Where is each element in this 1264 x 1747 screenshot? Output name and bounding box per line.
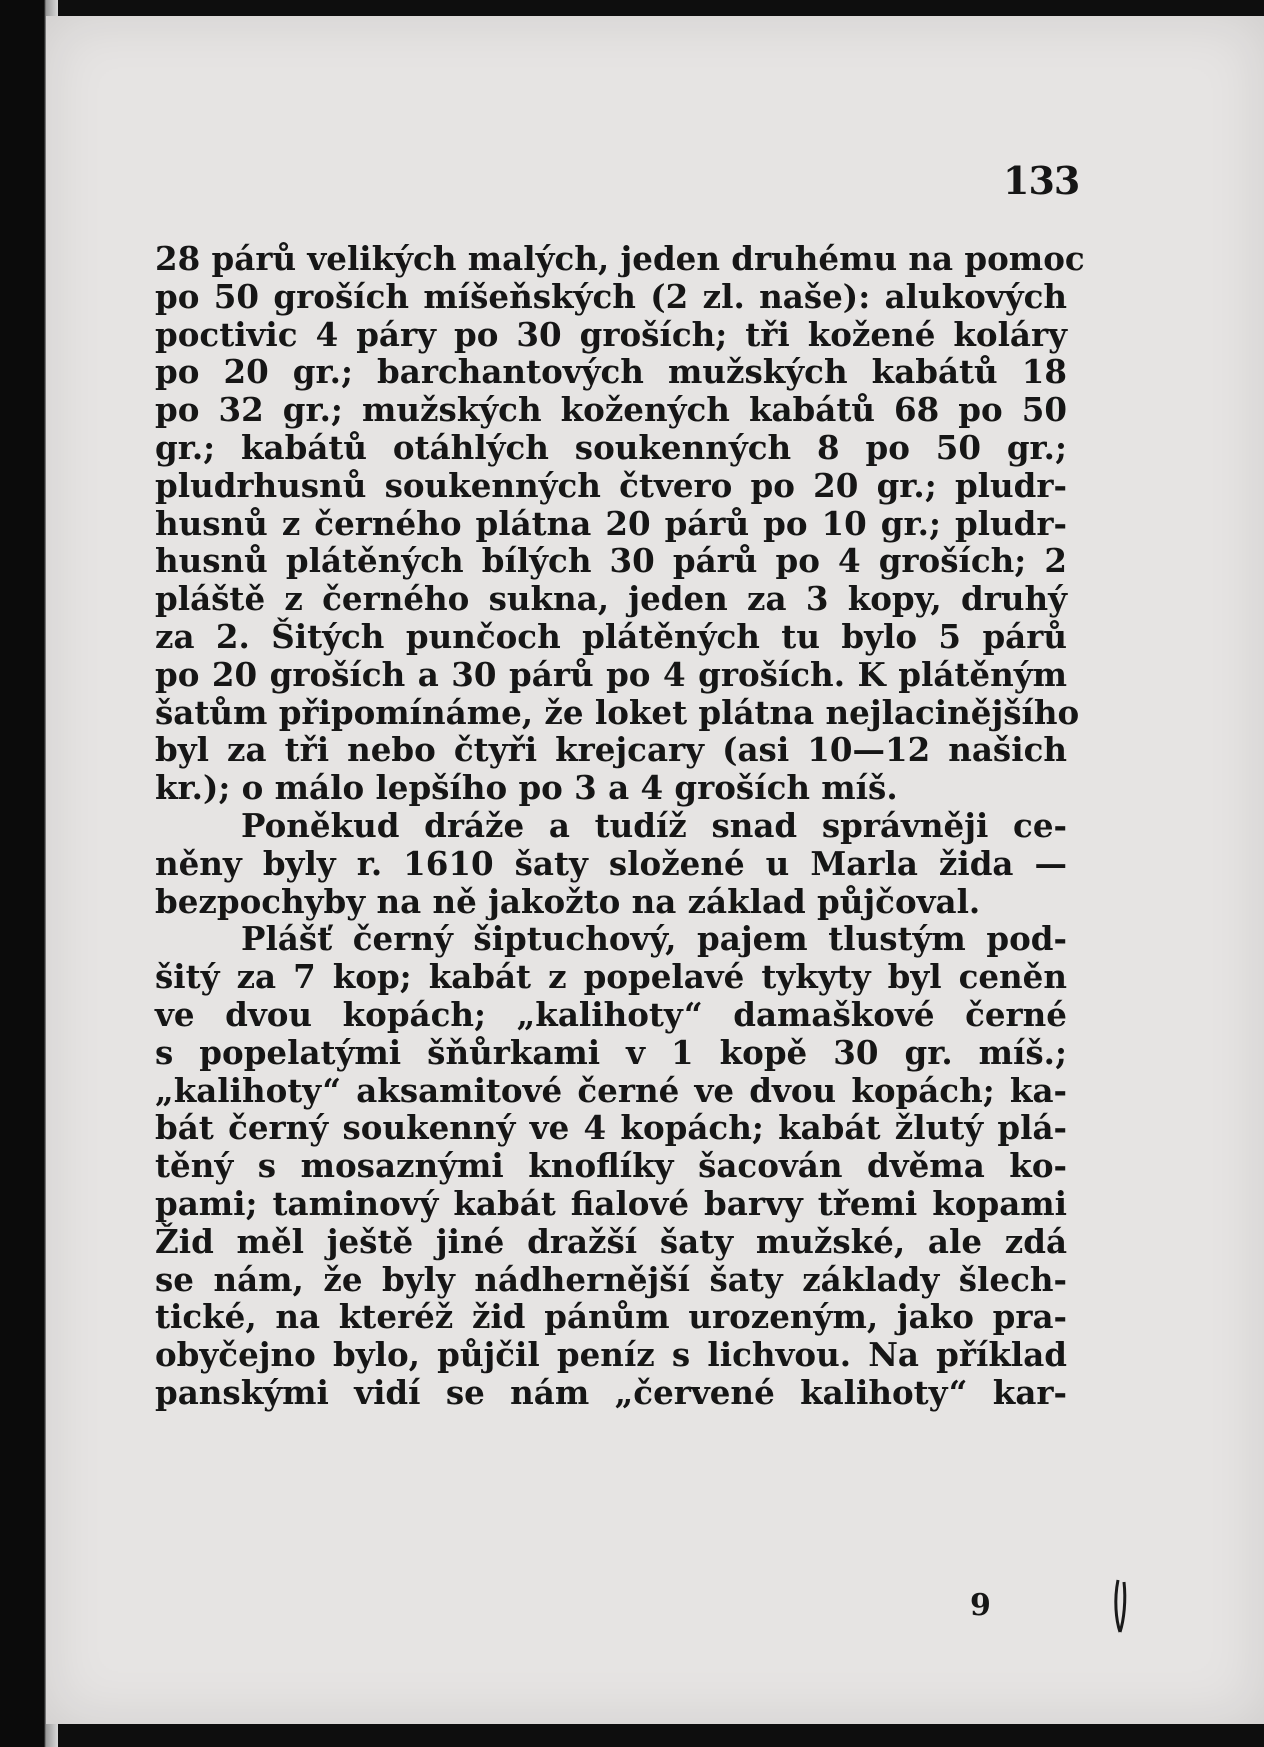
- text-line: po 32 gr.; mužských kožených kabátů 68 po 50: [155, 390, 1067, 430]
- text-line: panskými vidí se nám „červené kalihoty“ kar-: [155, 1372, 1067, 1412]
- text-line: za 2. Šitých punčoch plátěných tu bylo 5 párů: [155, 616, 1067, 656]
- text-line: kr.); o málo lepšího po 3 a 4 groších míš.: [155, 768, 898, 808]
- signature-mark: 9: [970, 1588, 991, 1623]
- text-line: obyčejno bylo, půjčil peníz s lichvou. Na příklad: [155, 1335, 1067, 1375]
- text-line: šitý za 7 kop; kabát z popelavé tykyty byl ceněn: [155, 957, 1067, 997]
- text-line: Žid měl ještě jiné dražší šaty mužské, ale zdá: [155, 1221, 1067, 1261]
- text-line: s popelatými šňůrkami v 1 kopě 30 gr. míš.;: [155, 1032, 1067, 1072]
- text-line: 28 párů velikých malých, jeden druhému na pomoc: [155, 239, 1085, 278]
- text-line: těný s mosaznými knoflíky šacován dvěma ko-: [155, 1146, 1067, 1186]
- text-line: ve dvou kopách; „kalihoty“ damaškové černé: [155, 994, 1067, 1034]
- text-line: bát černý soukenný ve 4 kopách; kabát žlutý plá-: [155, 1108, 1067, 1148]
- margin-scribble-icon: [1110, 1570, 1150, 1640]
- page-text: [155, 239, 1085, 1412]
- text-line: tické, na kteréž žid pánům urozeným, jako pra-: [155, 1297, 1067, 1337]
- page-number: 133: [1003, 158, 1080, 203]
- text-line: po 20 gr.; barchantových mužských kabátů 18: [155, 352, 1067, 392]
- text-line: po 50 groších míšeňských (2 zl. naše): alukových: [155, 276, 1067, 316]
- text-line: se nám, že byly nádhernější šaty základy šlech-: [155, 1259, 1067, 1299]
- text-line: byl za tři nebo čtyři krejcary (asi 10—12 našich: [155, 730, 1067, 770]
- text-line: pludrhusnů soukenných čtvero po 20 gr.; pludr-: [155, 465, 1067, 505]
- text-line: „kalihoty“ aksamitové černé ve dvou kopách; ka-: [155, 1070, 1067, 1110]
- text-line: něny byly r. 1610 šaty složené u Marla žida —: [155, 843, 1067, 883]
- text-line: Poněkud dráže a tudíž snad správněji ce-: [241, 805, 1067, 845]
- text-line: pami; taminový kabát fialové barvy třemi kopami: [155, 1183, 1067, 1223]
- text-line: šatům připomínáme, že loket plátna nejlacinějšího: [155, 692, 1080, 732]
- text-line: bezpochyby na ně jakožto na základ půjčoval.: [155, 881, 981, 921]
- text-line: Plášť černý šiptuchový, pajem tlustým pod-: [241, 919, 1067, 959]
- text-line: poctivic 4 páry po 30 groších; tři kožené koláry: [155, 314, 1067, 354]
- text-line: po 20 groších a 30 párů po 4 groších. K plátěným: [155, 654, 1067, 694]
- text-line: pláště z černého sukna, jeden za 3 kopy, druhý: [155, 579, 1067, 619]
- text-line: husnů plátěných bílých 30 párů po 4 groších; 2: [155, 541, 1067, 581]
- text-line: husnů z černého plátna 20 párů po 10 gr.; pludr-: [155, 503, 1067, 543]
- text-line: gr.; kabátů otáhlých soukenných 8 po 50 gr.;: [155, 427, 1067, 467]
